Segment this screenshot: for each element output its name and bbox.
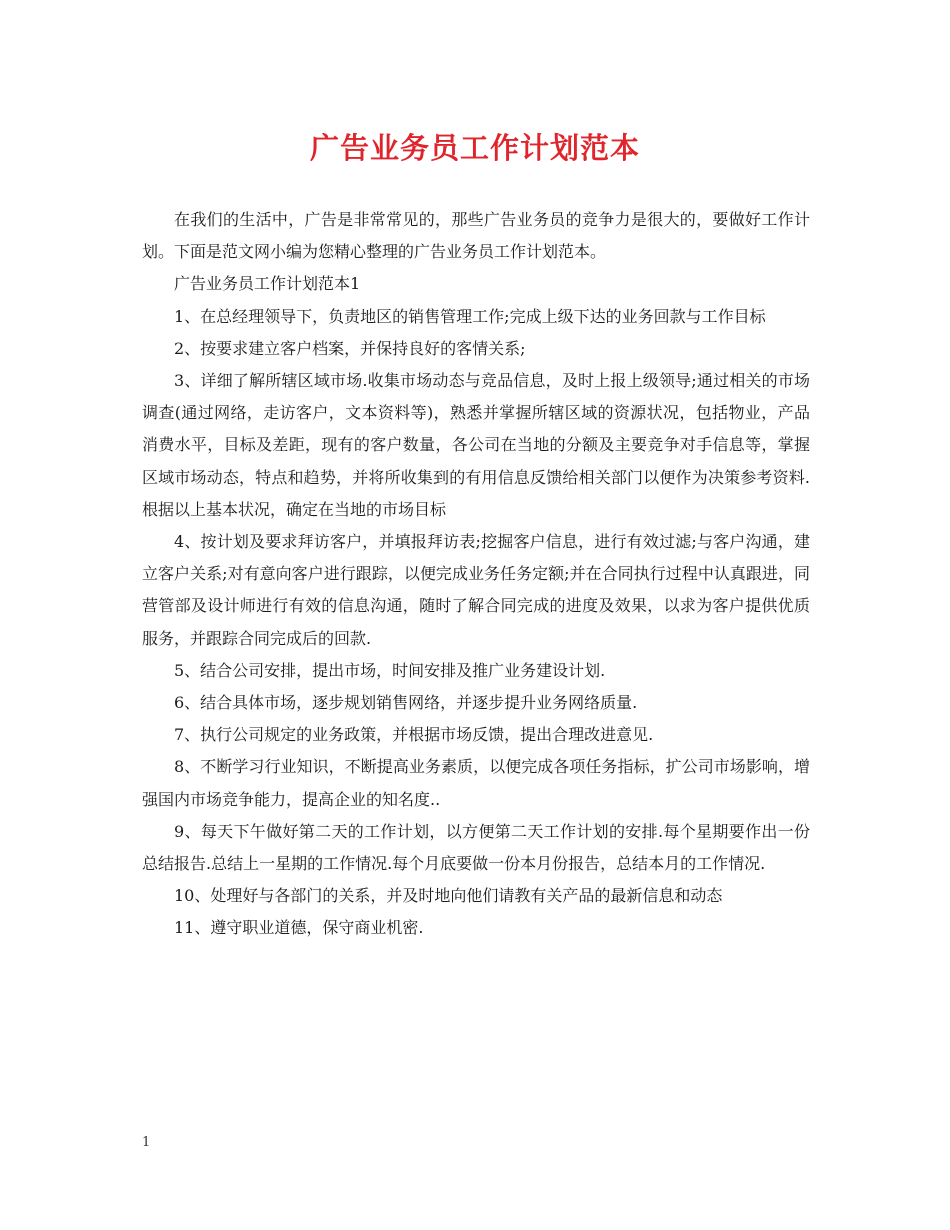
list-item: 3、详细了解所辖区域市场.收集市场动态与竞品信息，及时上报上级领导;通过相关的市场调查(通过网络，走访客户，文本资料等)，熟悉并掌握所辖区域的资源状况，包括物业，产品消费水平，目标及差距，现有的客户数量，各公司在当地的分额及主要竞争对手信息等，掌握区域市场动态，特点和趋势，并将所收集到的有用信息反馈给相关部门以便作为决策参考资料.根据以上基本状况，确定在当地的市场目标: [142, 371, 810, 519]
list-item: 11、遵守职业道德，保守商业机密.: [174, 918, 424, 938]
page-number: 1: [142, 1135, 151, 1150]
list-item: 2、按要求建立客户档案，并保持良好的客情关系;: [174, 338, 526, 358]
list-item: 5、结合公司安排，提出市场，时间安排及推广业务建设计划.: [174, 660, 606, 680]
list-item: 4、按计划及要求拜访客户，并填报拜访表;挖掘客户信息，进行有效过滤;与客户沟通，建立客户关系;对有意向客户进行跟踪，以便完成业务任务定额;并在合同执行过程中认真跟进，同营管部及设计师进行有效的信息沟通，随时了解合同完成的进度及效果，以求为客户提供优质服务，并跟踪合同完成后的回款.: [142, 532, 810, 648]
document-body: [142, 204, 810, 945]
list-item: 9、每天下午做好第二天的工作计划，以方便第二天工作计划的安排.每个星期要作出一份总结报告.总结上一星期的工作情况.每个月底要做一份本月份报告，总结本月的工作情况.: [142, 821, 810, 874]
document-title: 广告业务员工作计划范本: [309, 131, 640, 165]
list-item: 7、执行公司规定的业务政策，并根据市场反馈，提出合理改进意见.: [174, 725, 654, 745]
list-item: 10、处理好与各部门的关系，并及时地向他们请教有关产品的最新信息和动态: [174, 886, 723, 906]
list-item: 6、结合具体市场，逐步规划销售网络，并逐步提升业务网络质量.: [174, 693, 638, 713]
list-item: 8、不断学习行业知识，不断提高业务素质，以便完成各项任务指标，扩公司市场影响，增强国内市场竞争能力，提高企业的知名度..: [142, 757, 810, 809]
section-heading: 广告业务员工作计划范本1: [174, 274, 361, 294]
list-item: 1、在总经理领导下，负责地区的销售管理工作;完成上级下达的业务回款与工作目标: [174, 306, 766, 326]
intro-paragraph: 在我们的生活中，广告是非常常见的，那些广告业务员的竞争力是很大的，要做好工作计划。下面是范文网小编为您精心整理的广告业务员工作计划范本。: [142, 210, 810, 262]
